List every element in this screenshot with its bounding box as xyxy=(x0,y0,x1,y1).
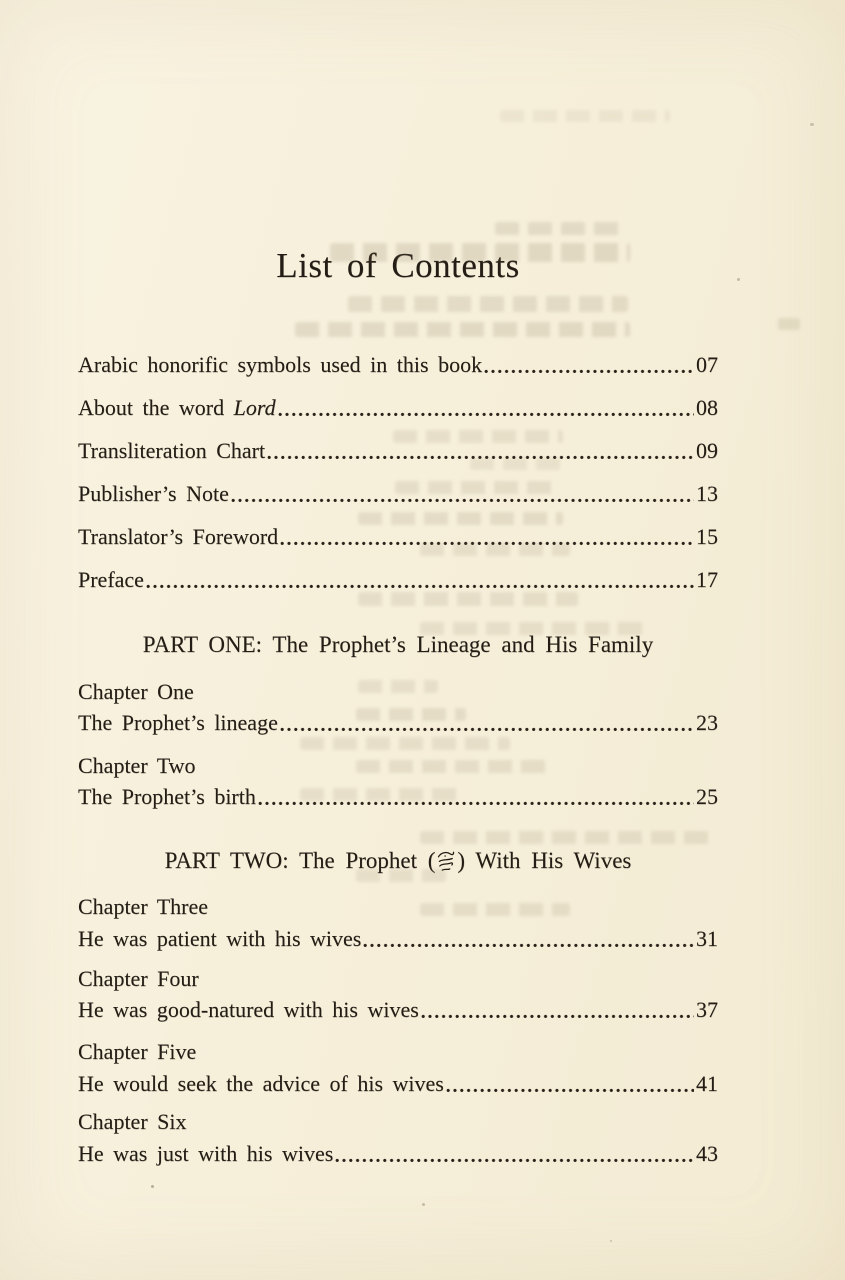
part-two-heading-suffix: ) With His Wives xyxy=(457,848,632,873)
dot-leader xyxy=(258,801,694,806)
dot-leader xyxy=(146,584,694,589)
chapter-heading: Chapter Four xyxy=(78,966,199,991)
dot-leader xyxy=(484,369,694,374)
dot-leader xyxy=(335,1158,694,1163)
toc-entry-label: About the word xyxy=(78,395,234,420)
page-number: 09 xyxy=(696,438,718,463)
part-two-heading-prefix: PART TWO: The Prophet ( xyxy=(164,848,436,873)
dot-leader xyxy=(421,1014,694,1019)
page-number: 08 xyxy=(696,395,718,420)
page-number: 13 xyxy=(696,481,718,506)
page-number: 07 xyxy=(696,352,718,377)
toc-entry xyxy=(78,481,718,506)
toc-entry xyxy=(78,438,718,463)
bleedthrough-smudge xyxy=(420,831,710,844)
toc-entry-label: Preface xyxy=(78,567,144,592)
toc-entry xyxy=(78,567,718,592)
bleedthrough-smudge xyxy=(495,222,620,235)
toc-entry xyxy=(78,395,718,420)
chapter-heading: Chapter Six xyxy=(78,1109,187,1134)
chapter-heading: Chapter Five xyxy=(78,1039,197,1064)
chapter-heading: Chapter Three xyxy=(78,894,209,919)
toc-entry-label: Translator’s Foreword xyxy=(78,524,279,549)
toc-entry xyxy=(78,784,718,809)
toc-entry-label: Arabic honorific symbols used in this book xyxy=(78,352,483,377)
page-number: 23 xyxy=(696,710,718,735)
toc-entry xyxy=(78,524,718,549)
bleedthrough-smudge xyxy=(358,592,578,606)
chapter-title: The Prophet’s lineage xyxy=(78,710,278,735)
bleedthrough-smudge xyxy=(500,110,670,122)
toc-entry xyxy=(78,926,718,951)
toc-entry-label: Transliteration Chart xyxy=(78,438,266,463)
scan-speck xyxy=(151,1185,154,1188)
sallallahu-alayhi-wasallam-icon xyxy=(436,849,456,873)
dot-leader xyxy=(446,1088,694,1093)
part-one-heading: PART ONE: The Prophet’s Lineage and His Family xyxy=(142,632,654,657)
chapter-title: He was just with his wives xyxy=(78,1141,334,1166)
dot-leader xyxy=(280,541,694,546)
toc-entry xyxy=(78,1141,718,1166)
toc-entry-label-italic: Lord xyxy=(233,395,276,420)
scan-speck xyxy=(422,1203,425,1206)
dot-leader xyxy=(267,455,694,460)
page-number: 37 xyxy=(696,997,718,1022)
page-number: 17 xyxy=(696,567,718,592)
page-number: 15 xyxy=(696,524,718,549)
dot-leader xyxy=(363,943,694,948)
page-number: 41 xyxy=(696,1071,718,1096)
dot-leader xyxy=(278,412,694,417)
bleedthrough-smudge xyxy=(778,318,800,330)
toc-entry xyxy=(78,1071,718,1096)
bleedthrough-smudge xyxy=(300,737,510,750)
page-number: 43 xyxy=(696,1141,718,1166)
chapter-title: The Prophet’s birth xyxy=(78,784,256,809)
toc-entry-label: Publisher’s Note xyxy=(78,481,229,506)
scan-speck xyxy=(737,278,740,281)
page-number: 25 xyxy=(696,784,718,809)
toc-entry xyxy=(78,710,718,735)
chapter-heading: Chapter One xyxy=(78,679,194,704)
bleedthrough-smudge xyxy=(348,296,628,312)
scan-speck xyxy=(610,1240,612,1242)
page-title: List of Contents xyxy=(276,246,520,285)
chapter-title: He was patient with his wives xyxy=(78,926,362,951)
dot-leader xyxy=(280,727,694,732)
chapter-title: He was good-natured with his wives xyxy=(78,997,419,1022)
chapter-heading: Chapter Two xyxy=(78,753,196,778)
part-two-heading xyxy=(78,847,718,874)
bleedthrough-smudge xyxy=(295,322,630,337)
page-number: 31 xyxy=(696,926,718,951)
scan-speck xyxy=(810,123,814,126)
toc-entry xyxy=(78,997,718,1022)
chapter-title: He would seek the advice of his wives xyxy=(78,1071,444,1096)
dot-leader xyxy=(231,498,694,503)
toc-entry xyxy=(78,352,718,377)
